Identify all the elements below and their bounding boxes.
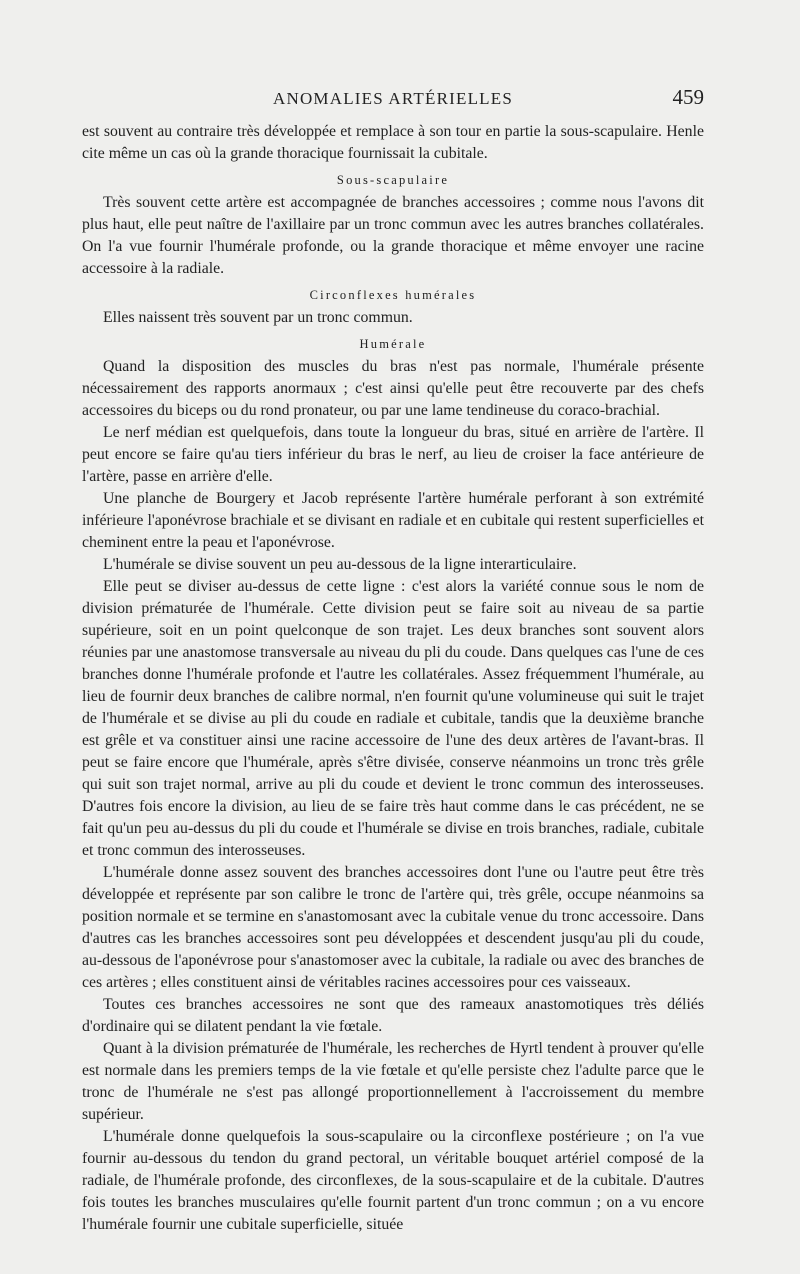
paragraph: Elle peut se diviser au-dessus de cette ligne : c'est alors la variété connue sous le nom de division prématurée de l'humérale. Cette division peut se faire soit au niveau de sa partie supérieure, soit en un point quelconque de son trajet. Les deux branches sont souvent alors réunies par une anastomose transversale au niveau du pli du coude. Dans quelques cas l'une de ces branches donne l'humérale profonde et l'autre les collatérales. Assez fréquemment l'humérale, au lieu de fournir deux branches de calibre normal, n'en fournit qu'une volumineuse qui suit le trajet de l'humérale et se divise au pli du coude en radiale et cubitale, tandis que la deuxième branche est grêle et va constituer ainsi une racine accessoire de l'une des deux artères de l'avant-bras. Il peut se faire encore que l'humérale, après s'être divisée, conserve néanmoins un tronc très grêle qui suit son trajet normal, arrive au pli du coude et devient le tronc commun des interosseuses. D'autres fois encore la division, au lieu de se faire très haut comme dans le cas précédent, ne se fait qu'un peu au-dessus du pli du coude et l'humérale se divise en trois branches, radiale, cubitale et tronc commun des interosseuses. bbox=[82, 578, 704, 859]
paragraph: Toutes ces branches accessoires ne sont que des rameaux anastomotiques très déliés d'ordinaire qui se dilatent pendant la vie fœtale. bbox=[82, 996, 704, 1035]
paragraph: L'humérale donne assez souvent des branches accessoires dont l'une ou l'autre peut être très développée et représente par son calibre le tronc de l'artère qui, très grêle, occupe néanmoins sa position normale et se termine en s'anastomosant avec la cubitale venue du tronc accessoire. Dans d'autres cas les branches accessoires sont peu développées et descendent jusqu'au pli du coude, au-dessous de l'aponévrose pour s'anastomoser avec la cubitale, la radiale ou avec des branches de ces artères ; elles constituent ainsi de véritables racines accessoires pour ces vaisseaux. bbox=[82, 864, 704, 991]
section-heading-circonflexes: Circonflexes humérales bbox=[309, 288, 477, 302]
page-body bbox=[82, 121, 704, 1236]
paragraph: est souvent au contraire très développée et remplace à son tour en partie la sous-scapulaire. Henle cite même un cas où la grande thoracique fournissait la cubitale. bbox=[82, 123, 704, 162]
paragraph: Très souvent cette artère est accompagnée de branches accessoires ; comme nous l'avons dit plus haut, elle peut naître de l'axillaire par un tronc commun avec les autres branches collatérales. On l'a vue fournir l'humérale profonde, ou la grande thoracique et même envoyer une racine accessoire à la radiale. bbox=[82, 194, 704, 277]
page-number: 459 bbox=[672, 85, 704, 109]
section-heading-sous-scapulaire: Sous-scapulaire bbox=[336, 173, 450, 187]
paragraph: Le nerf médian est quelquefois, dans toute la longueur du bras, situé en arrière de l'artère. Il peut encore se faire qu'au tiers inférieur du bras le nerf, au lieu de croiser la face antérieure de l'artère, passe en arrière d'elle. bbox=[82, 424, 704, 485]
paragraph: L'humérale se divise souvent un peu au-dessous de la ligne interarticulaire. bbox=[103, 556, 577, 573]
paragraph: Elles naissent très souvent par un tronc commun. bbox=[103, 309, 413, 326]
paragraph: Quant à la division prématurée de l'humérale, les recherches de Hyrtl tendent à prouver qu'elle est normale dans les premiers temps de la vie fœtale et qu'elle persiste chez l'adulte parce que le tronc de l'humérale ne s'est pas allongé proportionnellement à l'accroissement du membre supérieur. bbox=[82, 1040, 704, 1123]
section-heading-humerale: Humérale bbox=[359, 337, 427, 351]
paragraph: Une planche de Bourgery et Jacob représente l'artère humérale perforant à son extrémité inférieure l'aponévrose brachiale et se divisant en radiale et en cubitale qui restent superficielles et cheminent entre la peau et l'aponévrose. bbox=[82, 490, 704, 551]
paragraph: L'humérale donne quelquefois la sous-scapulaire ou la circonflexe postérieure ; on l'a vue fournir au-dessous du tendon du grand pectoral, un véritable bouquet artériel composé de la radiale, de l'humérale profonde, des circonflexes, de la sous-scapulaire et de la cubitale. D'autres fois toutes les branches musculaires qu'elle fournit partent d'un tronc commun ; on a vu encore l'humérale fournir une cubitale superficielle, située bbox=[82, 1128, 704, 1233]
running-title: ANOMALIES ARTÉRIELLES bbox=[273, 89, 513, 108]
page-header bbox=[82, 85, 704, 113]
paragraph: Quand la disposition des muscles du bras n'est pas normale, l'humérale présente nécessairement des rapports anormaux ; c'est ainsi qu'elle peut être recouverte par des chefs accessoires du biceps ou du rond pronateur, ou par une lame tendineuse du coraco-brachial. bbox=[82, 358, 704, 419]
